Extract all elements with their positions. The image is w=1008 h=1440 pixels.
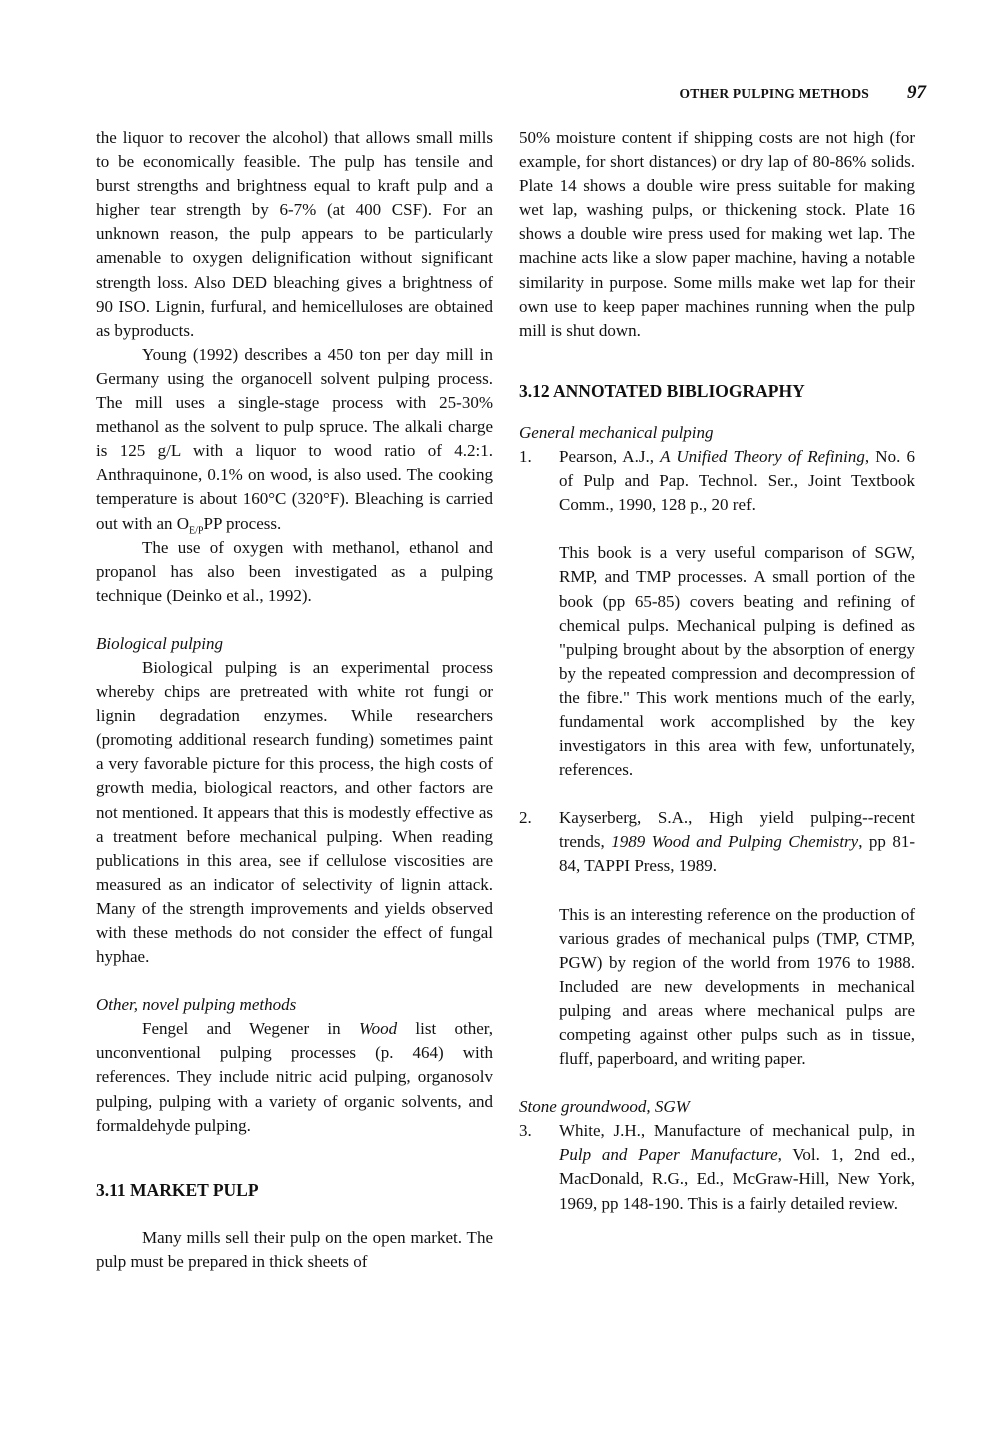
paragraph: Fengel and Wegener in Wood list other, unconventional pulping processes (p. 464) with references. They include nitric acid pulping, organosolv pulping, pulping with a variety of organic solvents, and formaldehyde pulping. bbox=[96, 1019, 493, 1135]
reference-number: 2. bbox=[519, 808, 532, 828]
subheading-general-mechanical: General mechanical pulping bbox=[519, 422, 714, 442]
subheading-stone-groundwood: Stone groundwood, SGW bbox=[519, 1097, 690, 1117]
section-heading-3-12: 3.12 ANNOTATED BIBLIOGRAPHY bbox=[519, 380, 805, 401]
subheading-biological: Biological pulping bbox=[96, 633, 224, 653]
reference-annotation: This book is a very useful comparison of SGW, RMP, and TMP processes. A small portion of the book (pp 65-85) covers beating and refining of chemical pulps. Mechanical pulping is defined as "pulping brought about by the absorption of energy by the repeated compression and decompression of the fibre." This work mentions much of the early, fundamental work accomplished by the key investigators in this area with few, unfortunately, references. bbox=[559, 543, 915, 780]
paragraph: Young (1992) describes a 450 ton per day mill in Germany using the organocell solvent pulping process. The mill uses a single-stage process with 25-30% methanol as the solvent to pulp spruce. The alkali charge is 125 g/L with a liquor to wood ratio of 4.2:1. Anthraquinone, 0.1% on wood, is also used. The cooking temperature is about 160°C (320°F). Bleaching is carried out with an $O_{E/P}PP$ process. bbox=[96, 344, 493, 536]
reference-item bbox=[519, 806, 915, 878]
running-title: OTHER PULPING METHODS bbox=[679, 86, 869, 101]
reference-citation: Kayserberg, S.A., High yield pulping--recent trends, 1989 Wood and Pulping Chemistry, pp 81-84, TAPPI Press, 1989. bbox=[559, 808, 915, 876]
left-column bbox=[96, 126, 493, 1274]
paragraph: the liquor to recover the alcohol) that allows small mills to be economically feasible. The pulp has tensile and burst strengths and brightness equal to kraft pulp and a higher tear strength by 6-7% (at 400 CSF). For an unknown reason, the pulp appears to be particularly amenable to oxygen delignification without significant strength loss. Also DED bleaching gives a brightness of 90 ISO. Lignin, furfural, and hemicelluloses are obtained as byproducts. bbox=[96, 128, 493, 340]
reference-number: 3. bbox=[519, 1121, 532, 1141]
running-head bbox=[680, 82, 926, 104]
section-heading-3-11: 3.11 MARKET PULP bbox=[96, 1179, 259, 1200]
reference-citation: Pearson, A.J., A Unified Theory of Refining, No. 6 of Pulp and Pap. Technol. Ser., Joint Textbook Comm., 1990, 128 p., 20 ref. bbox=[559, 447, 915, 515]
page-number: 97 bbox=[907, 82, 926, 103]
reference-number: 1. bbox=[519, 447, 532, 467]
reference-citation: White, J.H., Manufacture of mechanical pulp, in Pulp and Paper Manufacture, Vol. 1, 2nd ed., MacDonald, R.G., Ed., McGraw-Hill, New York, 1969, pp 148-190. This is a fairly detailed review. bbox=[559, 1121, 915, 1213]
right-column bbox=[519, 126, 915, 1216]
paragraph: Many mills sell their pulp on the open market. The pulp must be prepared in thick sheets of bbox=[96, 1227, 493, 1271]
reference-annotation: This is an interesting reference on the production of various grades of mechanical pulps (TMP, CTMP, PGW) by region of the world from 1976 to 1988. Included are new developments in mechanical pulping and areas where mechanical pulps are competing against other pulps such as in tissue, fluff, paperboard, and writing paper. bbox=[559, 904, 915, 1069]
paragraph: 50% moisture content if shipping costs are not high (for example, for short distances) or dry lap of 80-86% solids. Plate 14 shows a double wire press suitable for making wet lap, washing pulps, or thickening stock. Plate 16 shows a double wire press used for making wet lap. The machine acts like a slow paper machine, having a notable similarity in purpose. Some mills make wet lap for their own use to keep paper machines running when the pulp mill is shut down. bbox=[519, 128, 915, 340]
paragraph: Biological pulping is an experimental process whereby chips are pretreated with white rot fungi or lignin degradation enzymes. While researchers (promoting additional research funding) sometimes paint a very favorable picture for this process, the high costs of growth media, biological reactors, and other factors are not mentioned. It appears that this is modestly effective as a treatment before mechanical pulping. When reading publications in this area, see if cellulose viscosities are measured as an indicator of selectivity of lignin attack. Many of the strength improvements and yields observed with these methods do not consider the effect of fungal hyphae. bbox=[96, 657, 493, 967]
subheading-novel: Other, novel pulping methods bbox=[96, 995, 297, 1015]
reference-item bbox=[519, 445, 915, 517]
paragraph: The use of oxygen with methanol, ethanol and propanol has also been investigated as a pulping technique (Deinko et al., 1992). bbox=[96, 537, 493, 605]
reference-item bbox=[519, 1119, 915, 1215]
